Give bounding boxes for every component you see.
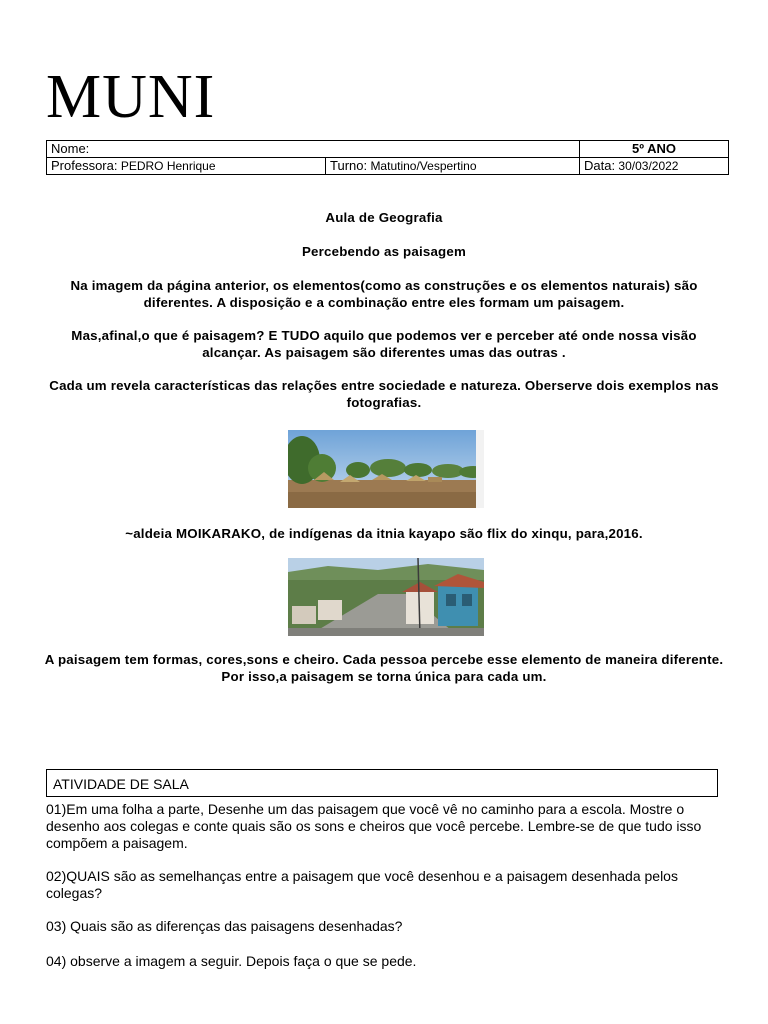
- question-2: 02)QUAIS são as semelhanças entre a paisagem que você desenhou e a paisagem desenhada pelos colegas?: [46, 868, 678, 901]
- village-photo: [288, 430, 484, 508]
- professora-value: PEDRO Henrique: [120, 159, 216, 173]
- question-3: 03) Quais são as diferenças das paisagens desenhadas?: [46, 918, 403, 934]
- turno-cell: [326, 158, 580, 175]
- school-logo: MUNI: [46, 63, 216, 131]
- photo-caption-1: ~aldeia MOIKARAKO, de indígenas da itnia kayapo são flix do xinqu, para,2016.: [125, 526, 643, 541]
- student-info-table: [46, 140, 729, 175]
- nome-cell[interactable]: [47, 141, 580, 158]
- turno-value: Matutino/Vespertino: [370, 159, 477, 173]
- question-1: 01)Em uma folha a parte, Desenhe um das paisagem que você vê no caminho para a escola. Mostre o desenho aos colegas e conte quais são os sons e cheiros que você percebe. Lembre-se de que tudo isso compõem a paisagem.: [46, 801, 702, 851]
- lesson-paragraph-1: Na imagem da página anterior, os elementos(como as construções e os elementos naturais) são diferentes. A disposição e a combinação entre eles formam um paisagem.: [70, 278, 698, 310]
- lesson-paragraph-4: A paisagem tem formas, cores,sons e cheiro. Cada pessoa percebe esse elemento de maneira diferente. Por isso,a paisagem se torna única para cada um.: [44, 652, 724, 684]
- lesson-title: Percebendo as paisagem: [301, 244, 467, 259]
- professora-label: Professora:: [51, 158, 118, 173]
- data-value: 30/03/2022: [618, 159, 679, 173]
- activity-title-box: ATIVIDADE DE SALA: [46, 769, 718, 797]
- professora-cell: [47, 158, 326, 175]
- lesson-paragraph-3: Cada um revela características das relações entre sociedade e natureza. Oberserve dois exemplos nas fotografias.: [49, 378, 719, 410]
- grade-cell: 5º ANO: [580, 141, 729, 158]
- town-photo: [288, 558, 484, 636]
- data-cell: [580, 158, 729, 175]
- turno-label: Turno:: [330, 158, 368, 173]
- question-4: 04) observe a imagem a seguir. Depois faça o que se pede.: [46, 953, 417, 969]
- lesson-paragraph-2: Mas,afinal,o que é paisagem? E TUDO aquilo que podemos ver e perceber até onde nossa visão alcançar. As paisagem são diferentes umas das outras .: [71, 328, 697, 360]
- lesson-subject: Aula de Geografia: [325, 210, 443, 225]
- nome-label: Nome:: [51, 141, 90, 156]
- data-label: Data:: [584, 158, 616, 173]
